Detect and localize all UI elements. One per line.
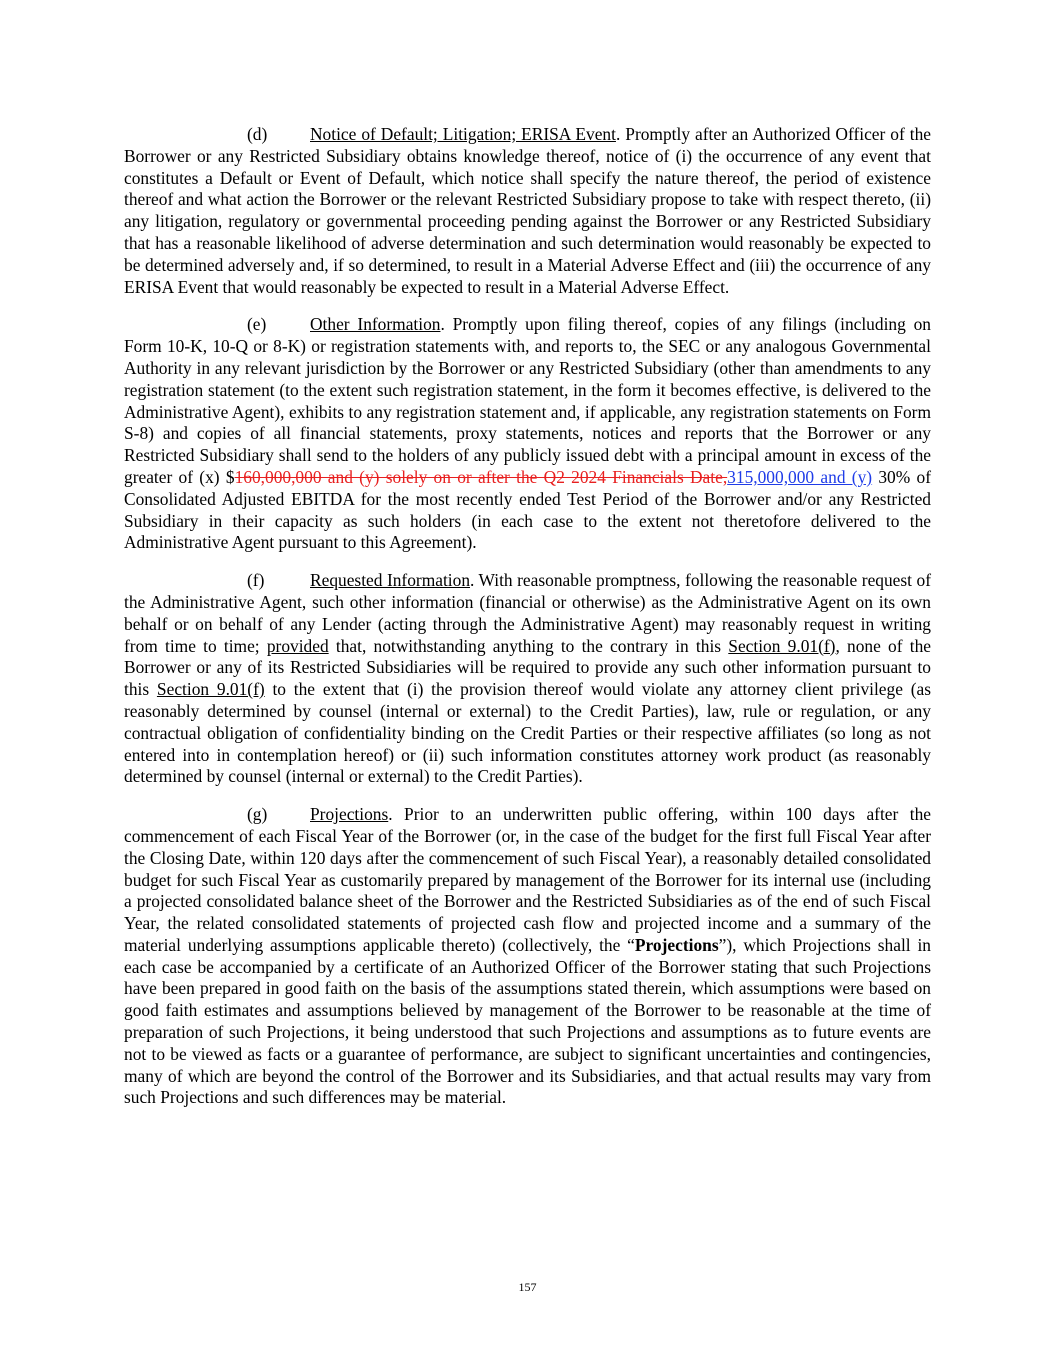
defined-term: Projections xyxy=(634,934,719,955)
section-d-label: (d) xyxy=(247,124,268,144)
section-g-text-1: . Prior to an underwritten public offering, within 100 days after the commencement of each Fiscal Year of the Borrower (or, in the case of the budget for the first full Fiscal Year after the Closing Date, within 120 days after the commencement of such Fiscal Year), a reasonably detailed consolidated budget for such Fiscal Year as customarily prepared by management of the Borrower for its internal use (including a projected consolidated balance sheet of the Borrower and the Restricted Subsidiaries as of the end of such Fiscal Year, the related consolidated statements of projected cash flow and projected income and a summary of the material underlying assumptions applicable thereto) (collectively, the “ xyxy=(124,804,931,955)
section-f-text-4: to the extent that (i) the provision thereof would violate any attorney client privilege (as reasonably determined by counsel (internal or external) to the Credit Parties), law, rule or regulation, or any contractual obligation of confidentiality binding on the Credit Parties or their respective affiliates (so long as not entered into in contemplation hereof) or (ii) such information constitutes attorney work product (as reasonably determined by counsel (internal or external) to the Credit Parties). xyxy=(124,679,931,787)
inserted-text: 315,000,000 and (y) xyxy=(727,466,873,487)
section-e-text-1: . Promptly upon filing thereof, copies of any filings (including on Form 10-K, 10-Q or 8-K) or registration statements with, and reports to, the SEC or any analogous Governmental Authority in any relevant jurisdiction by the Borrower or any Restricted Subsidiary (other than amendments to any registration statement (to the extent such registration statement, in the form it becomes effective, is delivered to the Administrative Agent), exhibits to any registration statement and, if applicable, any registration statements on Form S-8) and copies of all financial statements, proxy statements, notices and reports that the Borrower or any Restricted Subsidiary shall send to the holders of any publicly issued debt with a principal amount in excess of the greater of (x) $ xyxy=(124,314,931,487)
document-page xyxy=(124,124,931,1125)
page-number: 157 xyxy=(518,1280,537,1294)
section-e xyxy=(124,314,931,554)
section-f-text-3: , none of the Borrower or any of its Restricted Subsidiaries will be required to provide any such other information pursuant to this xyxy=(124,635,931,700)
section-f-text-1: . With reasonable promptness, following the reasonable request of the Administrative Agent, such other information (financial or otherwise) as the Administrative Agent on its own behalf or on behalf of any Lender (acting through the Administrative Agent) may reasonably request in writing from time to time; xyxy=(124,570,931,656)
section-f xyxy=(124,570,931,788)
deleted-text: 160,000,000 and (y) solely on or after the Q2 2024 Financials Date, xyxy=(234,466,728,487)
provided-term: provided xyxy=(266,635,329,656)
section-d-heading: Notice of Default; Litigation; ERISA Event xyxy=(310,124,616,144)
section-e-heading: Other Information xyxy=(310,314,441,335)
section-d-text: . Promptly after an Authorized Officer of the Borrower or any Restricted Subsidiary obtains knowledge thereof, notice of (i) the occurrence of any event that constitutes a Default or Event of Default, which notice shall specify the nature thereof, the period of existence thereof and what action the Borrower or the relevant Restricted Subsidiary propose to take with respect thereto, (ii) any litigation, regulatory or governmental proceeding pending against the Borrower or any Restricted Subsidiary that has a reasonable likelihood of adverse determination and such determination would reasonably be expected to be determined adversely and, if so determined, to result in a Material Adverse Effect and (iii) the occurrence of any ERISA Event that would reasonably be expected to result in a Material Adverse Effect. xyxy=(124,124,931,297)
section-g xyxy=(124,804,931,1109)
section-f-label: (f) xyxy=(247,570,265,591)
section-reference: Section 9.01(f) xyxy=(728,635,836,656)
section-g-text-2: ”), which Projections shall in each case be accompanied by a certificate of an Authorized Officer of the Borrower stating that such Projections have been prepared in good faith on the basis of the assumptions stated therein, which assumptions were based on good faith estimates and assumptions believed by management of the Borrower to be reasonable at the time of preparation of such Projections, it being understood that such Projections and assumptions as to future events are not to be viewed as facts or a guarantee of performance, are subject to significant uncertainties and contingencies, many of which are beyond the control of the Borrower and its Subsidiaries, and that actual results may vary from such Projections and such differences may be material. xyxy=(124,934,931,1108)
section-e-text-2: 30% of Consolidated Adjusted EBITDA for the most recently ended Test Period of the Borrower and/or any Restricted Subsidiary in their capacity as such holders (in each case to the extent not theretofore delivered to the Administrative Agent pursuant to this Agreement). xyxy=(124,466,931,553)
section-g-heading: Projections xyxy=(310,804,389,825)
section-e-label: (e) xyxy=(247,314,267,335)
section-g-label: (g) xyxy=(247,804,268,825)
section-reference: Section 9.01(f) xyxy=(156,679,265,700)
section-d xyxy=(124,124,931,298)
section-f-text-2: that, notwithstanding anything to the contrary in this xyxy=(328,635,729,656)
section-f-heading: Requested Information xyxy=(310,570,471,591)
